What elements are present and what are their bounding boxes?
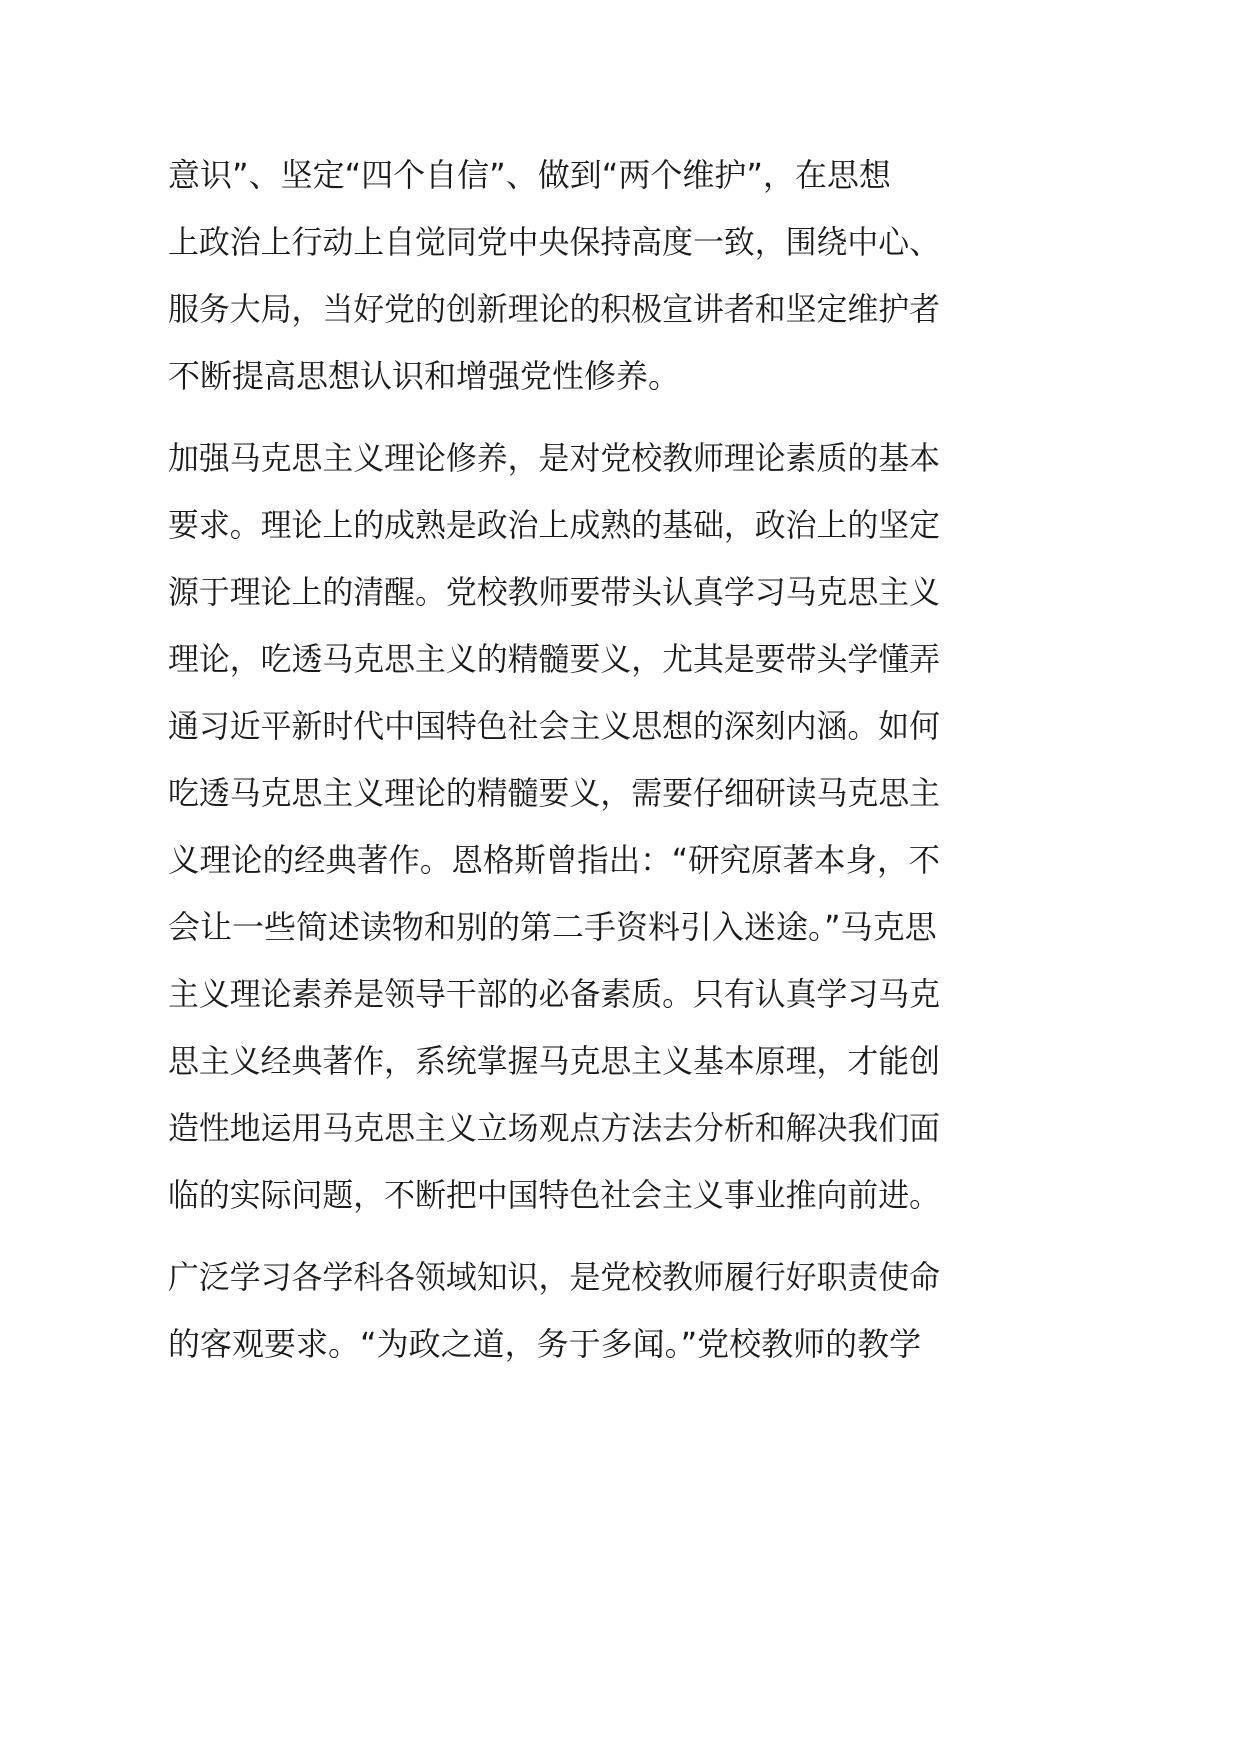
text-line-content: 意识”、坚定“四个自信”、做到“两个维护”，在思想 [168,156,891,194]
text-line-content: 义理论的经典著作。恩格斯曾指出：“研究原著本身，不 [168,841,940,879]
text-line [0,1252,1103,1302]
text-line [0,902,1103,952]
text-line-content: 理论，吃透马克思主义的精髓要义，尤其是要带头学懂弄 [168,640,941,678]
text-line [0,701,1103,751]
text-line-content: 要求。理论上的成熟是政治上成熟的基础，政治上的坚定 [168,506,941,544]
text-line [0,217,1103,267]
text-line [0,634,1103,684]
text-line-content: 广泛学习各学科各领域知识，是党校教师履行好职责使命 [168,1258,941,1296]
text-line [0,1103,1103,1153]
text-line [0,768,1103,818]
text-line [0,1036,1103,1086]
text-line-content: 源于理论上的清醒。党校教师要带头认真学习马克思主义 [168,573,941,611]
text-line-content: 通习近平新时代中国特色社会主义思想的深刻内涵。如何 [168,707,941,745]
text-line [0,1319,1103,1369]
text-line-content: 临的实际问题，不断把中国特色社会主义事业推向前进。 [168,1176,941,1214]
text-line-content: 造性地运用马克思主义立场观点方法去分析和解决我们面 [168,1109,941,1147]
text-line [0,500,1103,550]
text-line-content: 上政治上行动上自觉同党中央保持高度一致，围绕中心、 [168,223,941,261]
text-line [0,567,1103,617]
text-line-content: 思主义经典著作，系统掌握马克思主义基本原理，才能创 [168,1042,941,1080]
text-line [0,835,1103,885]
text-line-content: 吃透马克思主义理论的精髓要义，需要仔细研读马克思主 [168,774,941,812]
text-line-content: 加强马克思主义理论修养，是对党校教师理论素质的基本 [168,439,941,477]
text-line [0,1170,1103,1220]
text-line-content: 不断提高思想认识和增强党性修养。 [168,357,681,395]
text-line-content: 服务大局，当好党的创新理论的积极宣讲者和坚定维护者 [168,290,941,328]
text-line [0,433,1103,483]
text-line-content: 的客观要求。“为政之道，务于多闻。”党校教师的教学 [168,1325,922,1363]
text-line [0,150,1103,200]
text-line [0,969,1103,1019]
text-line [0,284,1103,334]
text-line [0,351,1103,401]
text-line-content: 会让一些简述读物和别的第二手资料引入迷途。”马克思 [168,908,937,946]
text-line-content: 主义理论素养是领导干部的必备素质。只有认真学习马克 [168,975,941,1013]
